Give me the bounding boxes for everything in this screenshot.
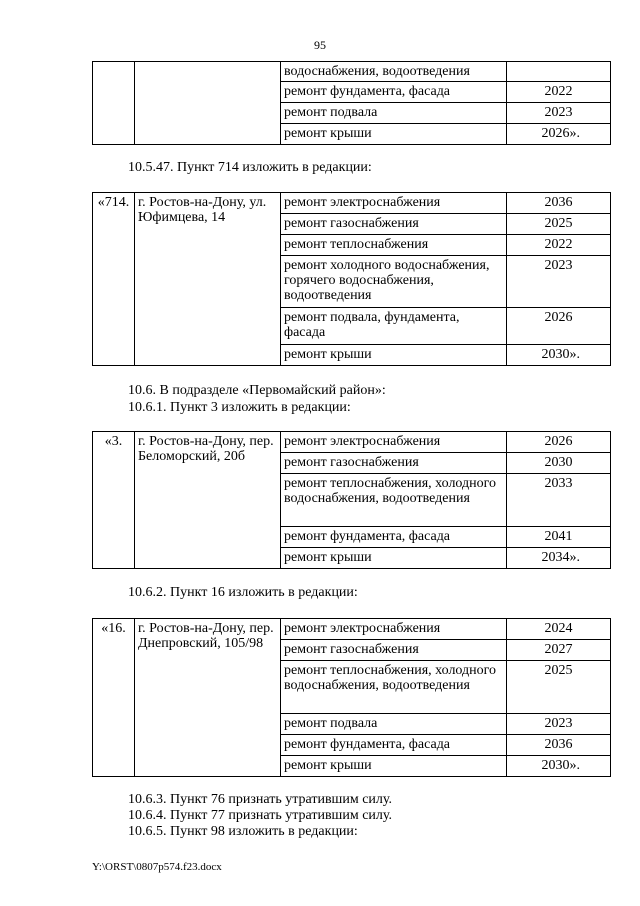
work-cell: ремонт теплоснабжения, холодного водоснабжения, водоотведения	[281, 474, 507, 527]
work-cell: водоснабжения, водоотведения	[281, 62, 507, 82]
item-number-cell: «714.	[93, 193, 135, 366]
work-cell: ремонт фундамента, фасада	[281, 735, 507, 756]
table-item-16	[92, 618, 611, 777]
year-cell: 2024	[507, 619, 611, 640]
year-cell: 2030».	[507, 345, 611, 366]
year-cell: 2026	[507, 432, 611, 453]
item-number-cell	[93, 62, 135, 145]
year-cell: 2036	[507, 193, 611, 214]
paragraph: 10.6.1. Пункт 3 изложить в редакции:	[128, 400, 351, 415]
year-cell: 2036	[507, 735, 611, 756]
work-cell: ремонт теплоснабжения, холодного водоснабжения, водоотведения	[281, 661, 507, 714]
year-cell: 2026».	[507, 124, 611, 145]
work-cell: ремонт крыши	[281, 756, 507, 777]
year-cell: 2022	[507, 235, 611, 256]
work-cell: ремонт газоснабжения	[281, 453, 507, 474]
year-cell: 2023	[507, 714, 611, 735]
table-row	[93, 193, 611, 214]
address-cell: г. Ростов-на-Дону, пер. Беломорский, 20б	[135, 432, 281, 569]
work-cell: ремонт электроснабжения	[281, 193, 507, 214]
table-row	[93, 619, 611, 640]
work-cell: ремонт фундамента, фасада	[281, 82, 507, 103]
year-cell: 2026	[507, 308, 611, 345]
work-cell: ремонт электроснабжения	[281, 619, 507, 640]
year-cell: 2041	[507, 527, 611, 548]
paragraph: 10.5.47. Пункт 714 изложить в редакции:	[128, 160, 372, 175]
table-continuation	[92, 61, 611, 145]
table-row	[93, 432, 611, 453]
work-cell: ремонт газоснабжения	[281, 214, 507, 235]
year-cell	[507, 62, 611, 82]
table-row	[93, 62, 611, 82]
address-cell	[135, 62, 281, 145]
year-cell: 2030».	[507, 756, 611, 777]
work-cell: ремонт крыши	[281, 345, 507, 366]
year-cell: 2022	[507, 82, 611, 103]
paragraph: 10.6. В подразделе «Первомайский район»:	[128, 383, 386, 398]
table-item-3	[92, 431, 611, 569]
work-cell: ремонт подвала, фундамента, фасада	[281, 308, 507, 345]
footer-file-path: Y:\ORST\0807p574.f23.docx	[92, 861, 222, 873]
item-number-cell: «3.	[93, 432, 135, 569]
table-item-714	[92, 192, 611, 366]
work-cell: ремонт теплоснабжения	[281, 235, 507, 256]
work-cell: ремонт газоснабжения	[281, 640, 507, 661]
paragraph: 10.6.3. Пункт 76 признать утратившим силу.	[128, 792, 392, 807]
work-cell: ремонт электроснабжения	[281, 432, 507, 453]
page-number: 95	[314, 38, 326, 52]
work-cell: ремонт подвала	[281, 714, 507, 735]
year-cell: 2025	[507, 661, 611, 714]
work-cell: ремонт крыши	[281, 124, 507, 145]
work-cell: ремонт подвала	[281, 103, 507, 124]
year-cell: 2033	[507, 474, 611, 527]
year-cell: 2023	[507, 103, 611, 124]
work-cell: ремонт холодного водоснабжения, горячего водоснабжения, водоотведения	[281, 256, 507, 308]
year-cell: 2023	[507, 256, 611, 308]
address-cell: г. Ростов-на-Дону, пер. Днепровский, 105/98	[135, 619, 281, 777]
work-cell: ремонт фундамента, фасада	[281, 527, 507, 548]
paragraph: 10.6.2. Пункт 16 изложить в редакции:	[128, 585, 358, 600]
work-cell: ремонт крыши	[281, 548, 507, 569]
item-number-cell: «16.	[93, 619, 135, 777]
year-cell: 2025	[507, 214, 611, 235]
address-cell: г. Ростов-на-Дону, ул. Юфимцева, 14	[135, 193, 281, 366]
paragraph: 10.6.4. Пункт 77 признать утратившим силу.	[128, 808, 392, 823]
year-cell: 2034».	[507, 548, 611, 569]
paragraph: 10.6.5. Пункт 98 изложить в редакции:	[128, 824, 358, 839]
year-cell: 2030	[507, 453, 611, 474]
year-cell: 2027	[507, 640, 611, 661]
